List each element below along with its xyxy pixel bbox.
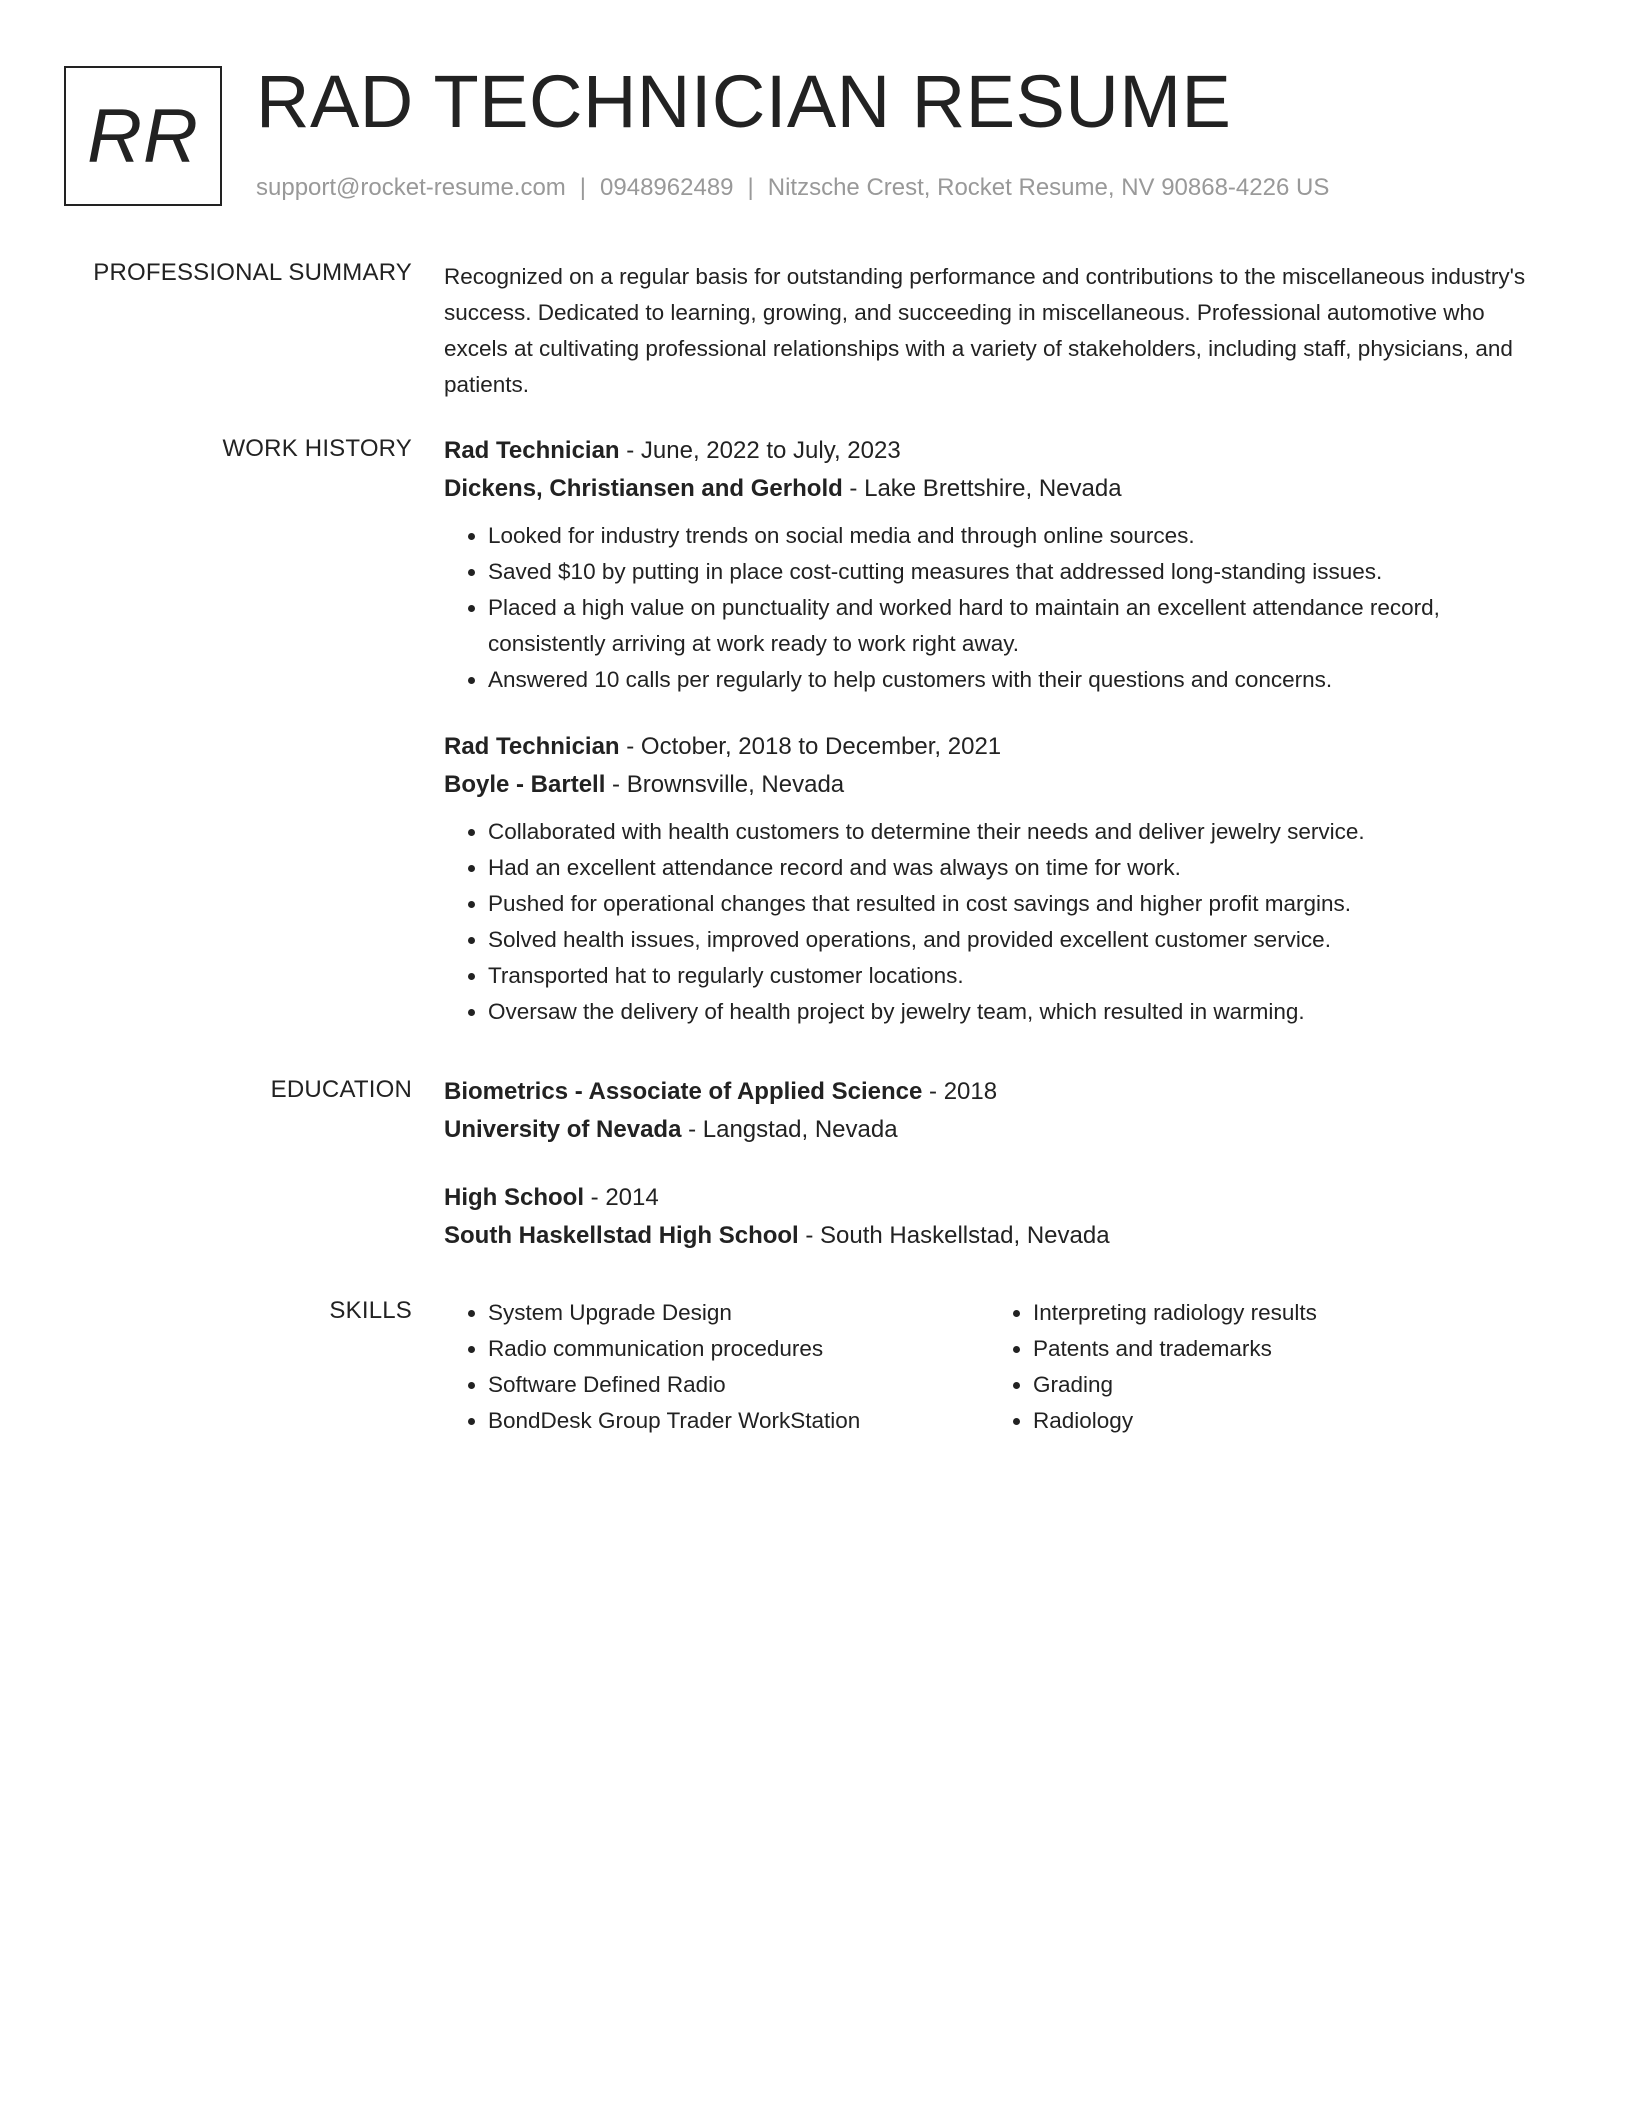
summary-body xyxy=(444,259,1534,403)
job-dates: - June, 2022 to July, 2023 xyxy=(619,437,901,464)
section-label-skills: SKILLS xyxy=(329,1297,412,1324)
list-item: • Oversaw the delivery of health project by jewelry team, which resulted in warming. xyxy=(488,994,1534,1030)
job-title-line xyxy=(444,728,1534,766)
contact-line xyxy=(256,172,1329,204)
list-item: • Had an excellent attendance record and was always on time for work. xyxy=(488,850,1534,886)
job-company-line xyxy=(444,470,1534,508)
job-bullets xyxy=(444,814,1534,1030)
education-school: South Haskellstad High School xyxy=(444,1222,799,1249)
education-school: University of Nevada xyxy=(444,1116,682,1143)
education-entry xyxy=(444,1073,1534,1149)
skills-grid xyxy=(444,1295,1534,1439)
education-degree-line xyxy=(444,1179,1534,1217)
job-entry xyxy=(444,432,1534,698)
education-degree: Biometrics - Associate of Applied Science xyxy=(444,1078,923,1105)
job-title-line xyxy=(444,432,1534,470)
contact-phone: 0948962489 xyxy=(600,174,734,201)
list-item: • Saved $10 by putting in place cost-cutting measures that addressed long-standing issues. xyxy=(488,554,1534,590)
list-item: • Answered 10 calls per regularly to help customers with their questions and concerns. xyxy=(488,662,1534,698)
skills-list-left xyxy=(444,1295,989,1439)
summary-text: Recognized on a regular basis for outstanding performance and contributions to the miscellaneous industry's success. Dedicated to learning, growing, and succeeding in miscellaneous. Professional automotive who excels at cultivating professional relationships with a variety of stakeholders, including staff, physicians, and patients. xyxy=(444,264,1526,397)
list-item: • Solved health issues, improved operations, and provided excellent customer service. xyxy=(488,922,1534,958)
list-item: • Patents and trademarks xyxy=(1033,1331,1534,1367)
list-item: • Radio communication procedures xyxy=(488,1331,989,1367)
contact-separator: | xyxy=(579,174,587,201)
resume-title: RAD TECHNICIAN RESUME xyxy=(256,60,1232,143)
education-location: - Langstad, Nevada xyxy=(681,1116,898,1143)
education-body xyxy=(444,1073,1534,1285)
skills-body xyxy=(444,1295,1534,1439)
list-item: • Placed a high value on punctuality and worked hard to maintain an excellent attendance record, consistently arriving at work ready to work right away. xyxy=(488,590,1534,662)
list-item: • System Upgrade Design xyxy=(488,1295,989,1331)
education-location: - South Haskellstad, Nevada xyxy=(798,1222,1110,1249)
job-company: Dickens, Christiansen and Gerhold xyxy=(444,475,843,502)
list-item: • Transported hat to regularly customer locations. xyxy=(488,958,1534,994)
list-item: • BondDesk Group Trader WorkStation xyxy=(488,1403,989,1439)
education-year: - 2018 xyxy=(922,1078,998,1105)
job-bullets xyxy=(444,518,1534,698)
job-entry xyxy=(444,728,1534,1030)
contact-email: support@rocket-resume.com xyxy=(256,174,566,201)
list-item: • Grading xyxy=(1033,1367,1534,1403)
job-location: - Brownsville, Nevada xyxy=(605,771,845,798)
contact-separator: | xyxy=(747,174,754,201)
job-dates: - October, 2018 to December, 2021 xyxy=(619,733,1002,760)
education-entry xyxy=(444,1179,1534,1255)
work-history-body xyxy=(444,432,1534,1060)
job-location: - Lake Brettshire, Nevada xyxy=(842,475,1122,502)
monogram-logo: RR xyxy=(64,66,222,206)
list-item: • Pushed for operational changes that resulted in cost savings and higher profit margins. xyxy=(488,886,1534,922)
education-year: - 2014 xyxy=(584,1184,659,1211)
job-company-line xyxy=(444,766,1534,804)
education-degree: High School xyxy=(444,1184,584,1211)
education-school-line xyxy=(444,1111,1534,1149)
list-item: • Looked for industry trends on social media and through online sources. xyxy=(488,518,1534,554)
job-title: Rad Technician xyxy=(444,437,620,464)
job-company: Boyle - Bartell xyxy=(444,771,606,798)
section-label-education: EDUCATION xyxy=(270,1076,412,1103)
list-item: • Software Defined Radio xyxy=(488,1367,989,1403)
list-item: • Collaborated with health customers to determine their needs and deliver jewelry service. xyxy=(488,814,1534,850)
skills-list-right xyxy=(989,1295,1534,1439)
job-title: Rad Technician xyxy=(444,733,620,760)
education-degree-line xyxy=(444,1073,1534,1111)
contact-address: Nitzsche Crest, Rocket Resume, NV 90868-4226 US xyxy=(767,174,1330,201)
list-item: • Radiology xyxy=(1033,1403,1534,1439)
education-school-line xyxy=(444,1217,1534,1255)
list-item: • Interpreting radiology results xyxy=(1033,1295,1534,1331)
section-label-work-history: WORK HISTORY xyxy=(222,435,412,462)
section-label-summary: PROFESSIONAL SUMMARY xyxy=(93,259,412,286)
